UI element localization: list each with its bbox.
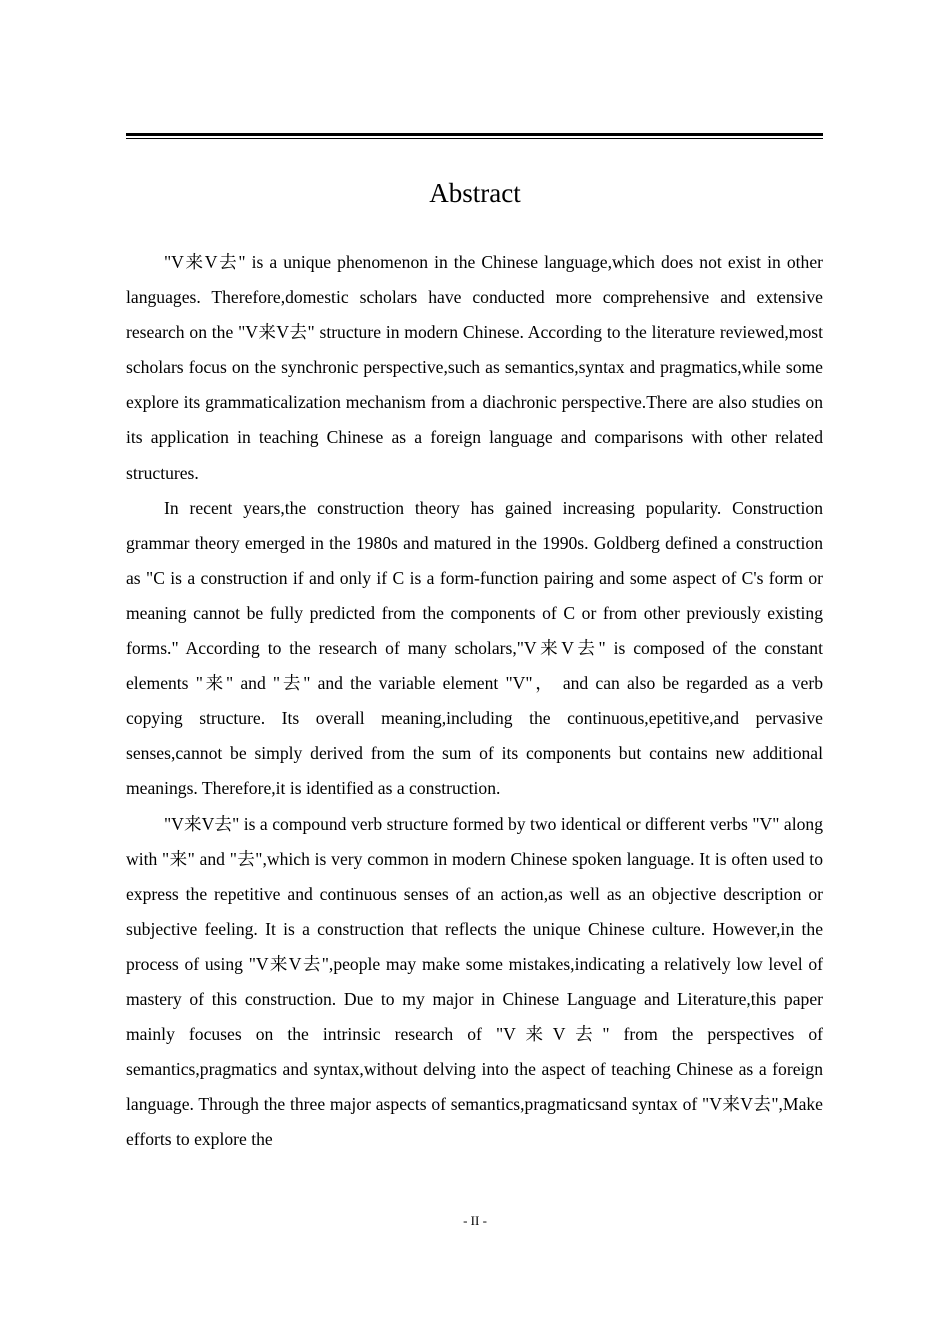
abstract-paragraph-2: In recent years,the construction theory has gained increasing popularity. Construction grammar theory emerged in the 1980s and matured in the 1990s. Goldberg defined a construction as "C is a construction if and only if C is a form-function pairing and some aspect of C's form or meaning cannot be fully predicted from the components of C or from other previously existing forms." According to the research of many scholars,"V来V去" is composed of the constant elements "来" and "去" and the variable element "V"， and can also be regarded as a verb copying structure. Its overall meaning,including the continuous,epetitive,and pervasive senses,cannot be simply derived from the sum of its components but contains new additional meanings. Therefore,it is identified as a construction. [126, 497, 823, 799]
abstract-paragraph-3: "V来V去" is a compound verb structure formed by two identical or different verbs "V" along with "来" and "去",which is very common in modern Chinese spoken language. It is often used to express the repetitive and continuous senses of an action,as well as an objective description or subjective feeling. It is a construction that reflects the unique Chinese culture. However,in the process of using "V来V去",people may make some mistakes,indicating a relatively low level of mastery of this construction. Due to my major in Chinese Language and Literature,this paper mainly focuses on the intrinsic research of "V来V去" from the perspectives of semantics,pragmatics and syntax,without delving into the aspect of teaching Chinese as a foreign language. Through the three major aspects of semantics,pragmaticsand syntax of "V来V去",Make efforts to explore the [126, 813, 823, 1150]
page-title: Abstract [429, 178, 521, 208]
header-rule-thick [126, 133, 823, 136]
header-rule-thin [126, 138, 823, 139]
page-number: - II - [463, 1213, 487, 1228]
abstract-paragraph-1: "V来V去" is a unique phenomenon in the Chinese language,which does not exist in other languages. Therefore,domestic scholars have conducted more comprehensive and extensive research on the "V来V去" structure in modern Chinese. According to the literature reviewed,most scholars focus on the synchronic perspective,such as semantics,syntax and pragmatics,while some explore its grammaticalization mechanism from a diachronic perspective.There are also studies on its application in teaching Chinese as a foreign language and comparisons with other related structures. [126, 252, 823, 483]
abstract-body [126, 245, 823, 1157]
